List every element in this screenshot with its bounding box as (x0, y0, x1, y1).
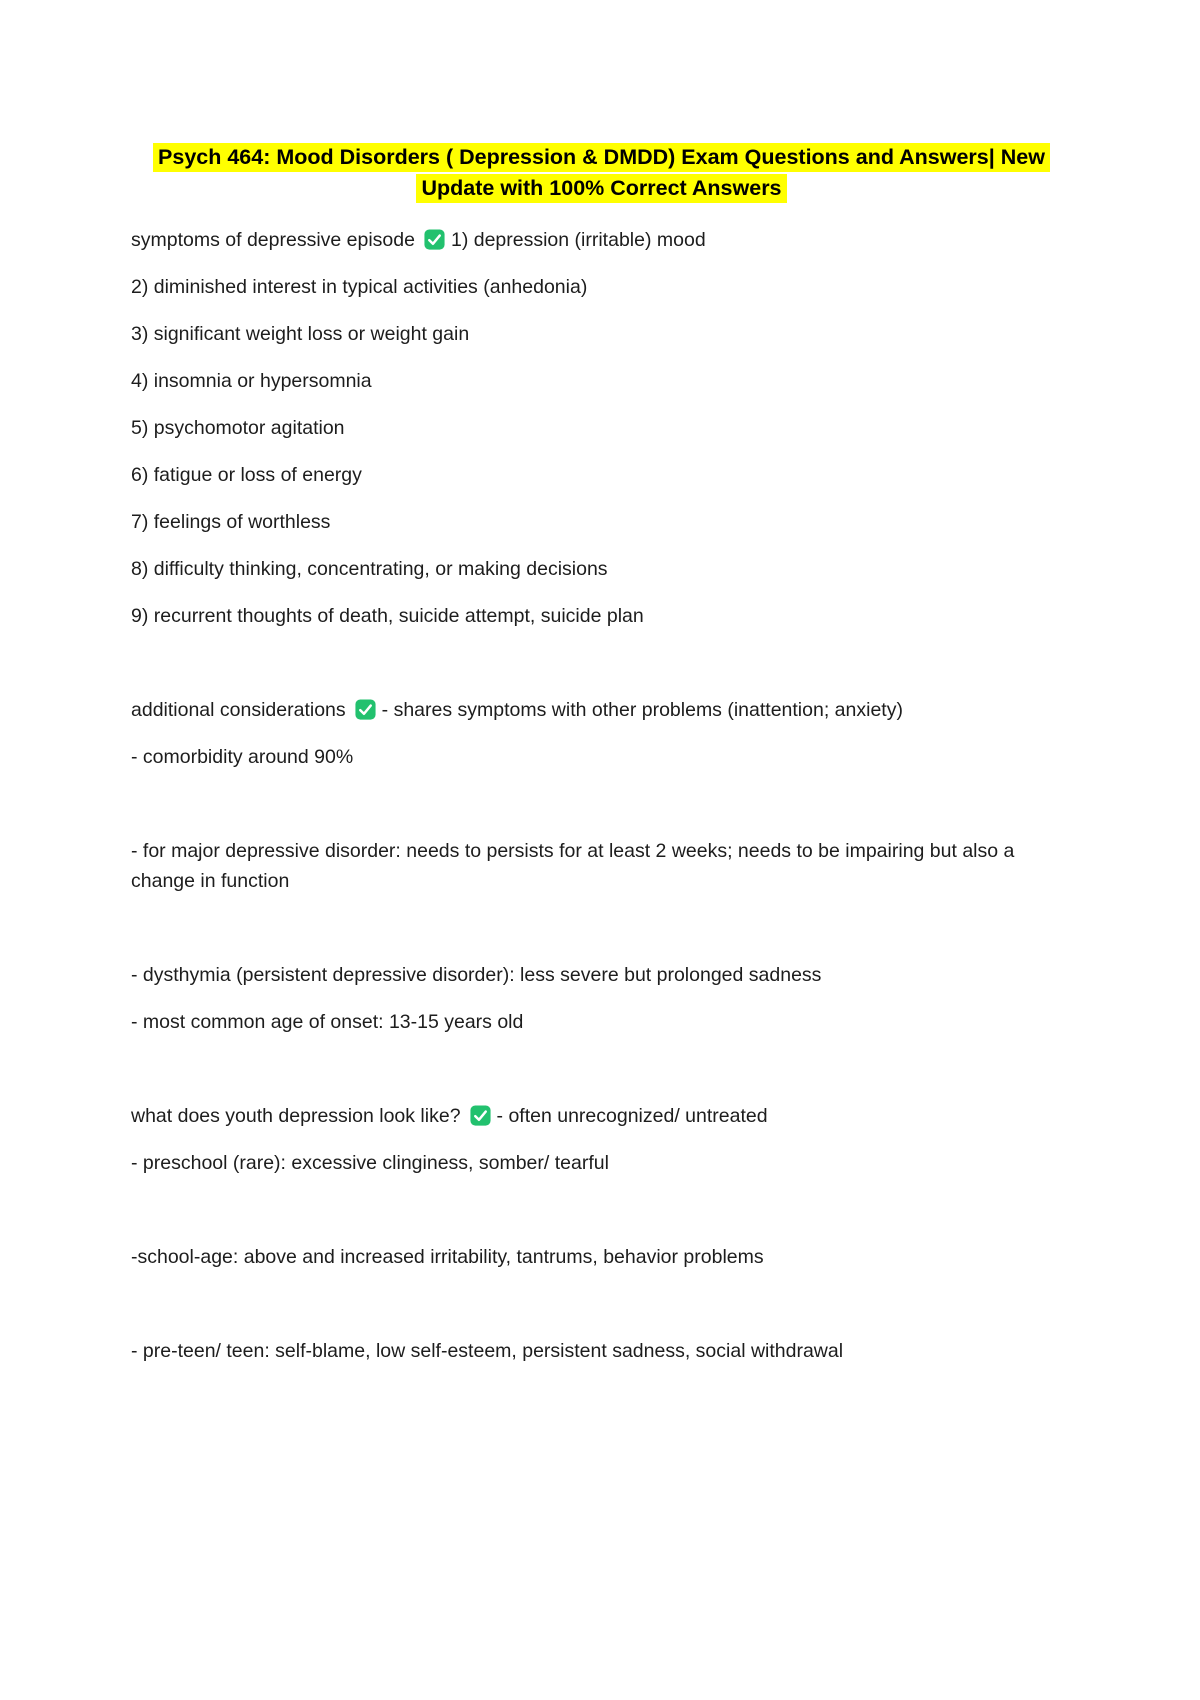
check-icon (470, 1101, 491, 1131)
qa-paragraph (131, 695, 1072, 725)
question-text: what does youth depression look like? (131, 1105, 461, 1127)
answer-text: 1) depression (irritable) mood (450, 229, 706, 251)
paragraph: - comorbidity around 90% (131, 746, 354, 768)
document-title (131, 145, 1072, 201)
check-icon (424, 225, 445, 255)
paragraph: 5) psychomotor agitation (131, 417, 345, 439)
check-icon (355, 695, 376, 725)
question-text: symptoms of depressive episode (131, 229, 415, 251)
paragraph: - pre-teen/ teen: self-blame, low self-esteem, persistent sadness, social withdrawal (131, 1340, 844, 1362)
paragraph: 9) recurrent thoughts of death, suicide attempt, suicide plan (131, 605, 644, 627)
paragraph: - dysthymia (persistent depressive disorder): less severe but prolonged sadness (131, 964, 822, 986)
paragraph: - preschool (rare): excessive clinginess, somber/ tearful (131, 1152, 609, 1174)
title-line-1-wrap (131, 145, 1072, 170)
question-text: additional considerations (131, 699, 346, 721)
title-line-2-wrap (131, 176, 1072, 201)
paragraph: 2) diminished interest in typical activities (anhedonia) (131, 276, 588, 298)
qa-paragraph (131, 1101, 1072, 1131)
paragraph: 6) fatigue or loss of energy (131, 464, 362, 486)
paragraph: 7) feelings of worthless (131, 511, 331, 533)
paragraph: 8) difficulty thinking, concentrating, or making decisions (131, 558, 608, 580)
paragraph: -school-age: above and increased irritability, tantrums, behavior problems (131, 1246, 764, 1268)
paragraph: 3) significant weight loss or weight gain (131, 323, 470, 345)
paragraph: - for major depressive disorder: needs to persists for at least 2 weeks; needs to be impairing but also a change in function (131, 840, 1015, 892)
paragraph: 4) insomnia or hypersomnia (131, 370, 372, 392)
paragraph: - most common age of onset: 13-15 years old (131, 1011, 524, 1033)
answer-text: - shares symptoms with other problems (inattention; anxiety) (381, 699, 903, 721)
qa-paragraph (131, 225, 1072, 255)
title-line-2: Update with 100% Correct Answers (416, 174, 786, 203)
answer-text: - often unrecognized/ untreated (496, 1105, 768, 1127)
title-line-1: Psych 464: Mood Disorders ( Depression & DMDD) Exam Questions and Answers| New (153, 143, 1050, 172)
